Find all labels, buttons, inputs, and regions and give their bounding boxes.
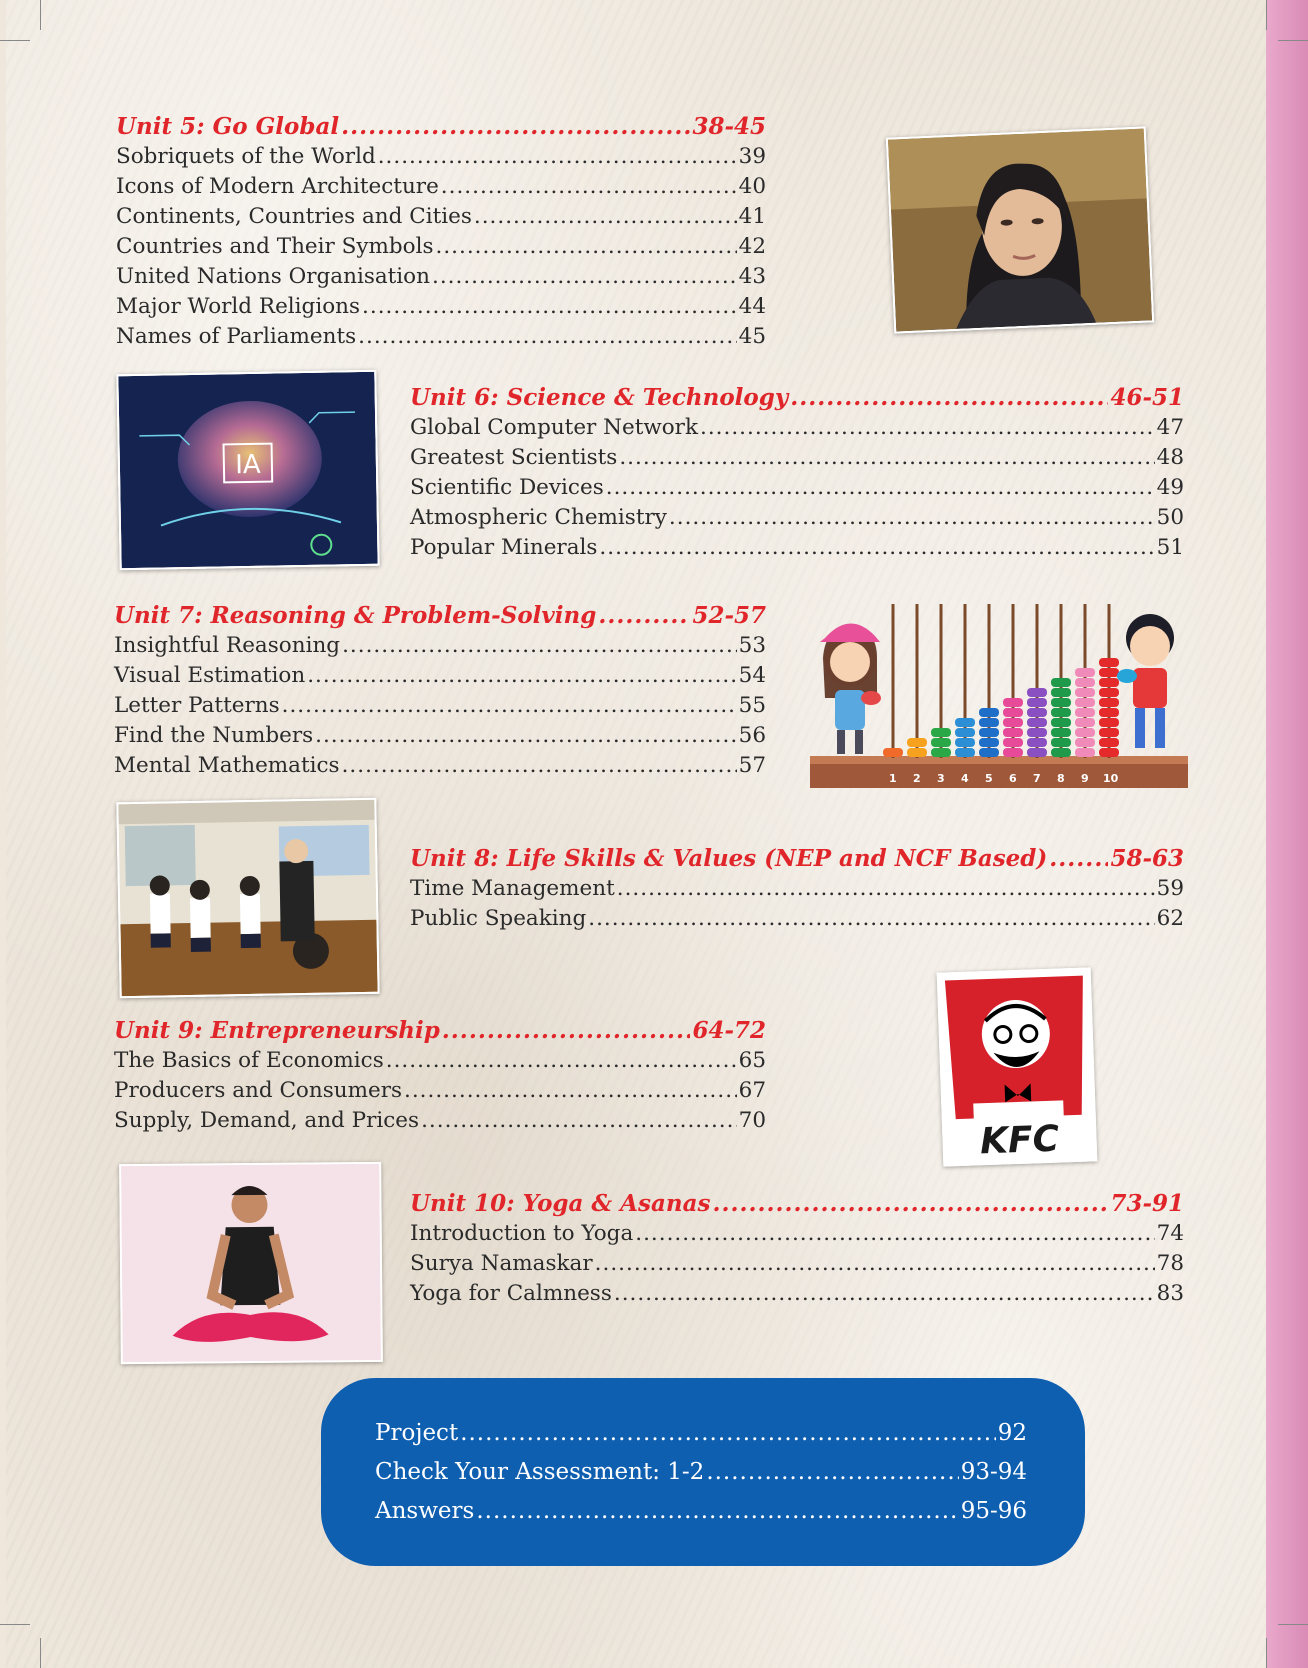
entry-page: 51	[1156, 535, 1184, 560]
entry-label: The Basics of Economics	[114, 1048, 384, 1073]
abacus-bead	[979, 708, 999, 717]
abacus-bead	[1075, 678, 1095, 687]
toc-entry[interactable]	[114, 1046, 766, 1076]
unit-title[interactable]	[410, 383, 1184, 413]
toc-entry[interactable]	[410, 443, 1184, 473]
pink-edge-strip	[1266, 0, 1308, 1668]
toc-entry[interactable]	[410, 1279, 1184, 1309]
toc-entry[interactable]	[410, 1219, 1184, 1249]
abacus-bead	[1051, 738, 1071, 747]
abacus-bead	[955, 748, 975, 757]
entry-page: 54	[738, 663, 766, 688]
entry-page: 49	[1156, 475, 1184, 500]
entry-page: 44	[738, 294, 766, 319]
entry-label: Icons of Modern Architecture	[116, 174, 439, 199]
abacus-bead	[1027, 708, 1047, 717]
abacus-bead	[1003, 708, 1023, 717]
abacus-bead	[1099, 678, 1119, 687]
leader-dots	[635, 1219, 1154, 1249]
leader-dots	[474, 202, 737, 232]
abacus-bead	[1051, 728, 1071, 737]
leader-dots	[588, 904, 1154, 934]
toc-entry[interactable]	[114, 1076, 766, 1106]
unit-title-text: Unit 5: Go Global	[116, 113, 340, 140]
toc-entry[interactable]	[114, 721, 766, 751]
toc-entry[interactable]	[410, 533, 1184, 563]
toc-entry[interactable]	[410, 503, 1184, 533]
abacus-bead	[931, 748, 951, 757]
abacus-bead	[979, 718, 999, 727]
toc-entry[interactable]	[116, 322, 766, 352]
abacus-bead	[1075, 748, 1095, 757]
leader-dots	[282, 691, 737, 721]
leader-dots	[378, 142, 737, 172]
leader-dots	[421, 1106, 737, 1136]
abacus-bead	[1099, 658, 1119, 667]
abacus-bead	[955, 738, 975, 747]
abacus-bead	[1099, 728, 1119, 737]
unit-page-range: 64-72	[692, 1017, 766, 1044]
photo-portrait	[886, 126, 1154, 333]
leader-dots	[404, 1076, 737, 1106]
toc-entry[interactable]	[410, 473, 1184, 503]
abacus-bead	[1075, 668, 1095, 677]
leader-dots	[595, 1249, 1155, 1279]
crop-mark	[40, 1638, 41, 1668]
entry-page: 62	[1156, 906, 1184, 931]
unit-page-range: 58-63	[1110, 845, 1184, 872]
abacus-bead	[955, 718, 975, 727]
leader-dots	[307, 661, 736, 691]
girl-character	[820, 623, 881, 754]
entry-label: Major World Religions	[116, 294, 361, 319]
unit-page-range: 73-91	[1110, 1190, 1184, 1217]
leader-dots	[432, 262, 737, 292]
entry-label: Visual Estimation	[114, 663, 306, 688]
abacus-bead	[1051, 708, 1071, 717]
abacus-bead	[931, 728, 951, 737]
abacus-bead	[1099, 688, 1119, 697]
crop-mark	[0, 40, 30, 41]
toc-entry[interactable]	[410, 1249, 1184, 1279]
crop-mark	[40, 0, 41, 30]
abacus-base	[810, 762, 1188, 788]
entry-page: 65	[738, 1048, 766, 1073]
abacus-bead	[1099, 718, 1119, 727]
abacus-number: 7	[1033, 772, 1041, 785]
toc-entry[interactable]	[114, 661, 766, 691]
leader-dots	[341, 112, 690, 142]
toc-entry[interactable]	[114, 691, 766, 721]
unit-title[interactable]	[410, 1189, 1184, 1219]
abacus-kids-illustration	[805, 598, 1193, 790]
abacus-number: 5	[985, 772, 993, 785]
abacus-bead	[1075, 718, 1095, 727]
entry-page: 53	[738, 633, 766, 658]
leader-dots	[1049, 844, 1108, 874]
leader-dots	[442, 1016, 691, 1046]
abacus-rod	[892, 604, 895, 758]
crop-mark	[1266, 1638, 1267, 1668]
leader-dots	[460, 1414, 996, 1453]
entry-page: 59	[1156, 876, 1184, 901]
toc-entry[interactable]	[410, 904, 1184, 934]
entry-label: Sobriquets of the World	[116, 144, 376, 169]
toc-entry[interactable]	[116, 172, 766, 202]
leader-dots	[617, 874, 1155, 904]
entry-label: Project	[375, 1420, 459, 1446]
abacus-bead	[1075, 708, 1095, 717]
leader-dots	[441, 172, 737, 202]
leader-dots	[706, 1453, 958, 1492]
leader-dots	[342, 751, 737, 781]
entry-label: Public Speaking	[410, 906, 587, 931]
toc-entry[interactable]	[114, 631, 766, 661]
entry-label: Global Computer Network	[410, 415, 698, 440]
crop-mark	[0, 1624, 30, 1625]
entry-label: Insightful Reasoning	[114, 633, 341, 658]
toc-entry[interactable]	[116, 202, 766, 232]
abacus-number: 8	[1057, 772, 1065, 785]
unit-title[interactable]	[114, 601, 766, 631]
abacus-bead	[1003, 718, 1023, 727]
extras-box	[321, 1378, 1085, 1566]
photo-yoga	[119, 1162, 383, 1364]
entry-page: 40	[738, 174, 766, 199]
leader-dots	[619, 443, 1154, 473]
entry-page: 78	[1156, 1251, 1184, 1276]
abacus-bead	[1027, 688, 1047, 697]
abacus-bead	[1099, 698, 1119, 707]
leader-dots	[358, 322, 736, 352]
abacus-bead	[1099, 738, 1119, 747]
entry-label: Producers and Consumers	[114, 1078, 403, 1103]
kfc-logo-text: KFC	[979, 1118, 1060, 1163]
entry-page: 39	[738, 144, 766, 169]
abacus-bead	[1051, 688, 1071, 697]
entry-label: Check Your Assessment: 1-2	[375, 1459, 705, 1485]
leader-dots	[606, 473, 1155, 503]
leader-dots	[476, 1492, 958, 1531]
entry-label: Surya Namaskar	[410, 1251, 593, 1276]
abacus-bead	[979, 728, 999, 737]
entry-label: Names of Parliaments	[116, 324, 357, 349]
entry-label: Countries and Their Symbols	[116, 234, 434, 259]
entry-page: 74	[1156, 1221, 1184, 1246]
yoga-illustration	[121, 1164, 381, 1362]
abacus-number: 10	[1103, 772, 1119, 785]
entry-label: Greatest Scientists	[410, 445, 618, 470]
toc-entry[interactable]	[116, 232, 766, 262]
abacus-bead	[1027, 718, 1047, 727]
abacus-bead	[931, 738, 951, 747]
unit-title[interactable]	[114, 1016, 766, 1046]
abacus-bead	[883, 748, 903, 757]
entry-page: 48	[1156, 445, 1184, 470]
leader-dots	[599, 533, 1154, 563]
unit-title-text: Unit 6: Science & Technology	[410, 384, 789, 411]
kfc-logo	[937, 967, 1098, 1166]
abacus-bead	[1003, 698, 1023, 707]
leader-dots	[436, 232, 737, 262]
toc-entry-answers[interactable]	[375, 1492, 1027, 1531]
leader-dots	[790, 383, 1108, 413]
unit-title-text: Unit 8: Life Skills & Values (NEP and NCF Based)	[410, 845, 1048, 872]
crop-mark	[1278, 40, 1308, 41]
abacus-rod	[916, 604, 919, 758]
toc-entry-assessment[interactable]	[375, 1453, 1027, 1492]
abacus-bead	[1051, 678, 1071, 687]
entry-page: 42	[738, 234, 766, 259]
entry-page: 83	[1156, 1281, 1184, 1306]
abacus-bead	[1075, 698, 1095, 707]
classroom-illustration	[118, 800, 377, 996]
abacus-bead	[1075, 738, 1095, 747]
unit-7-section	[114, 601, 766, 781]
abacus-bead	[1027, 698, 1047, 707]
leader-dots	[386, 1046, 737, 1076]
toc-entry[interactable]	[116, 292, 766, 322]
abacus-bead	[1075, 728, 1095, 737]
abacus-number: 2	[913, 772, 921, 785]
abacus-bead	[1027, 728, 1047, 737]
kfc-logo-illustration	[939, 969, 1096, 1164]
entry-page: 93-94	[960, 1459, 1027, 1485]
abacus-number: 9	[1081, 772, 1089, 785]
leader-dots	[700, 413, 1155, 443]
abacus-bead	[1027, 738, 1047, 747]
abacus-bead	[1027, 748, 1047, 757]
abacus-bead	[1051, 748, 1071, 757]
entry-label: Yoga for Calmness	[410, 1281, 612, 1306]
toc-entry[interactable]	[410, 874, 1184, 904]
unit-title-text: Unit 9: Entrepreneurship	[114, 1017, 440, 1044]
unit-page-range: 38-45	[692, 113, 766, 140]
unit-title[interactable]	[410, 844, 1184, 874]
portrait-illustration	[888, 129, 1152, 332]
entry-label: Find the Numbers	[114, 723, 314, 748]
abacus-bead	[979, 748, 999, 757]
unit-title-text: Unit 7: Reasoning & Problem-Solving	[114, 602, 597, 629]
unit-title-text: Unit 10: Yoga & Asanas	[410, 1190, 711, 1217]
photo-ai-brain	[116, 370, 379, 571]
toc-entry[interactable]	[116, 142, 766, 172]
entry-page: 47	[1156, 415, 1184, 440]
unit-9-section	[114, 1016, 766, 1136]
abacus-number: 4	[961, 772, 969, 785]
abacus-bead	[1051, 698, 1071, 707]
leader-dots	[342, 631, 737, 661]
toc-entry[interactable]	[114, 1106, 766, 1136]
leader-dots	[669, 503, 1155, 533]
abacus-number: 1	[889, 772, 897, 785]
abacus-number: 6	[1009, 772, 1017, 785]
entry-page: 57	[738, 753, 766, 778]
unit-6-section	[410, 383, 1184, 563]
unit-page-range: 52-57	[692, 602, 766, 629]
abacus-bead	[907, 748, 927, 757]
photo-classroom	[116, 798, 379, 999]
abacus-number: 3	[937, 772, 945, 785]
abacus-bead	[907, 738, 927, 747]
leader-dots	[712, 1189, 1108, 1219]
abacus-bead	[1099, 748, 1119, 757]
crop-mark	[1278, 1624, 1308, 1625]
entry-label: Continents, Countries and Cities	[116, 204, 472, 229]
entry-page: 92	[997, 1420, 1027, 1446]
entry-page: 67	[738, 1078, 766, 1103]
abacus-bead	[955, 728, 975, 737]
entry-page: 95-96	[960, 1498, 1027, 1524]
toc-entry[interactable]	[116, 262, 766, 292]
leader-dots	[614, 1279, 1155, 1309]
abacus-bead	[1003, 728, 1023, 737]
unit-8-section	[410, 844, 1184, 934]
abacus-bead	[1099, 708, 1119, 717]
entry-page: 56	[738, 723, 766, 748]
abacus-bead	[1051, 718, 1071, 727]
unit-title[interactable]	[116, 112, 766, 142]
entry-page: 45	[738, 324, 766, 349]
leader-dots	[598, 601, 690, 631]
ai-label-text: IA	[234, 449, 261, 481]
abacus-bead	[1003, 738, 1023, 747]
abacus-bead	[1075, 688, 1095, 697]
leader-dots	[315, 721, 737, 751]
toc-entry[interactable]	[114, 751, 766, 781]
entry-label: Scientific Devices	[410, 475, 604, 500]
leader-dots	[362, 292, 737, 322]
entry-label: Time Management	[410, 876, 615, 901]
abacus-bead	[1099, 668, 1119, 677]
entry-label: United Nations Organisation	[116, 264, 430, 289]
entry-label: Popular Minerals	[410, 535, 598, 560]
entry-page: 43	[738, 264, 766, 289]
abacus-bead	[1003, 748, 1023, 757]
entry-label: Atmospheric Chemistry	[410, 505, 667, 530]
unit-5-section	[116, 112, 766, 352]
entry-label: Supply, Demand, and Prices	[114, 1108, 420, 1133]
entry-label: Answers	[375, 1498, 475, 1524]
entry-label: Introduction to Yoga	[410, 1221, 634, 1246]
entry-page: 55	[738, 693, 766, 718]
abacus-bead	[979, 738, 999, 747]
entry-page: 50	[1156, 505, 1184, 530]
boy-character	[1117, 614, 1174, 748]
unit-page-range: 46-51	[1110, 384, 1184, 411]
entry-label: Mental Mathematics	[114, 753, 340, 778]
ai-brain-illustration	[118, 372, 377, 568]
toc-entry-project[interactable]	[375, 1414, 1027, 1453]
crop-mark	[1266, 0, 1267, 30]
entry-label: Letter Patterns	[114, 693, 280, 718]
toc-entry[interactable]	[410, 413, 1184, 443]
entry-page: 70	[738, 1108, 766, 1133]
unit-10-section	[410, 1189, 1184, 1309]
entry-page: 41	[738, 204, 766, 229]
